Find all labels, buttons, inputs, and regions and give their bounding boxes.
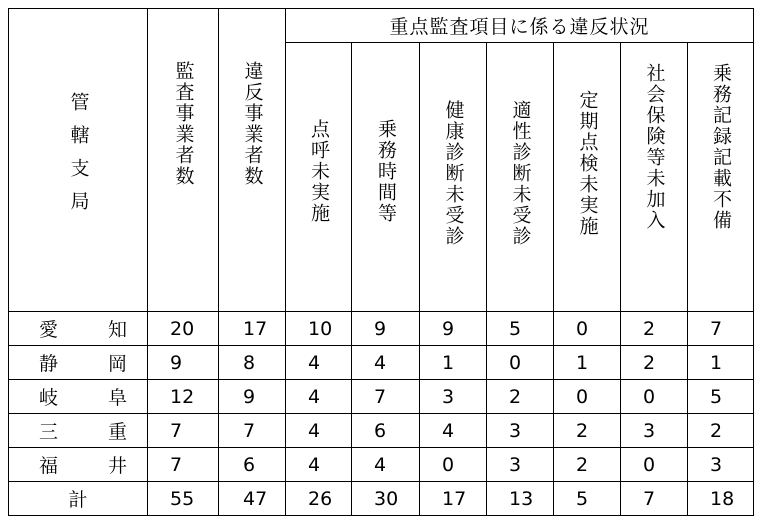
value-cell: 12 [148,380,219,414]
value-cell: 4 [286,380,352,414]
total-cell: 47 [219,482,286,516]
header-row-1 [9,9,754,43]
item-header-roll-call [286,43,352,312]
value-cell: 7 [148,414,219,448]
item-header-label: 定期点検未実施 [576,90,599,237]
total-cell: 17 [420,482,487,516]
branch-char: 阜 [107,387,127,409]
total-cell: 55 [148,482,219,516]
value-cell: 4 [286,414,352,448]
value-cell: 17 [219,312,286,346]
total-cell: 5 [554,482,621,516]
value-cell: 4 [286,448,352,482]
branch-cell [9,380,148,414]
value-cell: 0 [621,380,688,414]
branch-char: 岐 [39,387,59,409]
total-label: 計 [9,482,148,516]
item-header-aptitude-test [487,43,554,312]
value-cell: 7 [148,448,219,482]
value-cell: 4 [352,448,420,482]
table-row [9,346,754,380]
value-cell: 1 [688,346,754,380]
branch-char: 愛 [39,319,59,341]
item-header-label: 健康診断未受診 [442,100,465,247]
total-cell: 7 [621,482,688,516]
value-cell: 7 [352,380,420,414]
value-cell: 2 [487,380,554,414]
branch-cell [9,448,148,482]
value-cell: 4 [286,346,352,380]
value-cell: 7 [219,414,286,448]
value-cell: 0 [487,346,554,380]
value-cell: 2 [688,414,754,448]
total-cell: 30 [352,482,420,516]
value-cell: 5 [688,380,754,414]
item-header-label: 乗務記録記載不備 [710,63,733,231]
violation-count-header-label: 違反事業者数 [241,61,264,187]
table-row [9,380,754,414]
value-cell: 1 [420,346,487,380]
value-cell: 3 [487,414,554,448]
value-cell: 0 [554,380,621,414]
item-header-label: 点呼未実施 [308,119,330,224]
item-header-label: 適性診断未受診 [509,100,532,247]
table-row [9,312,754,346]
item-header-health-check [420,43,487,312]
value-cell: 9 [420,312,487,346]
branch-char: 三 [39,421,59,443]
value-cell: 2 [554,414,621,448]
item-header-working-hours [352,43,420,312]
value-cell: 9 [219,380,286,414]
total-cell: 26 [286,482,352,516]
branch-char: 知 [107,319,127,341]
priority-items-header [286,9,754,43]
violation-status-table [8,8,754,516]
branch-cell [9,312,148,346]
value-cell: 5 [487,312,554,346]
value-cell: 4 [420,414,487,448]
value-cell: 20 [148,312,219,346]
branch-header [9,9,148,312]
value-cell: 3 [420,380,487,414]
branch-cell [9,414,148,448]
audited-count-header-label: 監査事業者数 [172,61,195,187]
value-cell: 6 [219,448,286,482]
item-header-label: 社会保険等未加入 [643,63,666,231]
value-cell: 4 [352,346,420,380]
item-header-social-insurance [621,43,688,312]
value-cell: 2 [621,312,688,346]
value-cell: 9 [148,346,219,380]
value-cell: 0 [554,312,621,346]
value-cell: 10 [286,312,352,346]
total-cell: 13 [487,482,554,516]
item-header-label: 乗務時間等 [375,119,397,224]
value-cell: 1 [554,346,621,380]
branch-char: 静 [39,353,59,375]
violation-count-header [219,9,286,312]
audited-count-header [148,9,219,312]
item-header-service-record [688,43,754,312]
branch-cell [9,346,148,380]
item-header-periodic-inspection [554,43,621,312]
branch-char: 重 [107,421,127,443]
value-cell: 8 [219,346,286,380]
value-cell: 2 [554,448,621,482]
value-cell: 9 [352,312,420,346]
branch-char: 福 [39,455,59,477]
table-row [9,448,754,482]
value-cell: 3 [487,448,554,482]
value-cell: 6 [352,414,420,448]
branch-char: 岡 [107,353,127,375]
table-row [9,414,754,448]
total-cell: 18 [688,482,754,516]
branch-char: 井 [107,455,127,477]
value-cell: 2 [621,346,688,380]
branch-header-label: 管轄支局 [67,92,90,224]
priority-items-header-label: 重点監査項目に係る違反状況 [389,16,650,38]
value-cell: 7 [688,312,754,346]
value-cell: 0 [420,448,487,482]
value-cell: 3 [688,448,754,482]
value-cell: 0 [621,448,688,482]
total-row [9,482,754,516]
value-cell: 3 [621,414,688,448]
